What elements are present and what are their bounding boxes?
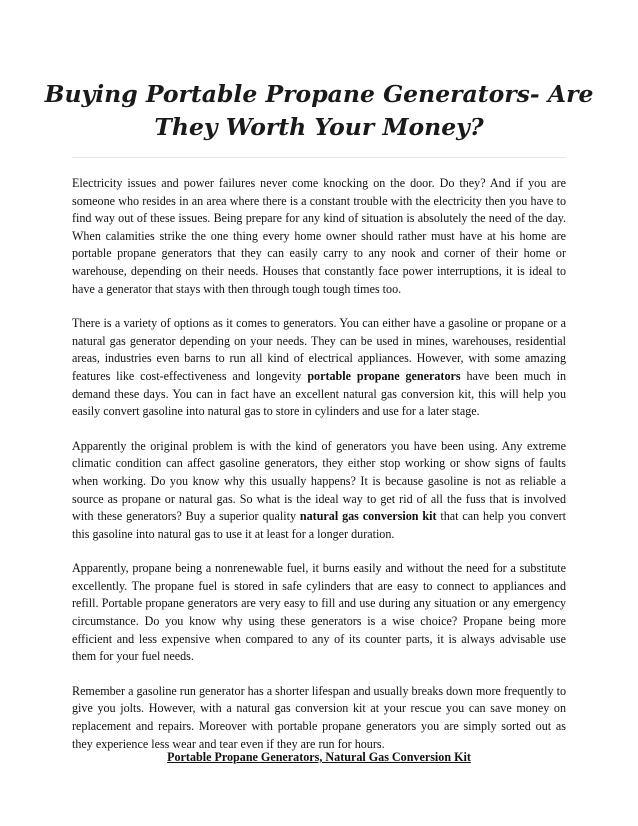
paragraph bbox=[72, 175, 566, 298]
title-divider bbox=[72, 157, 566, 158]
document-body bbox=[72, 175, 566, 770]
bold-keyword-link[interactable]: portable propane generators bbox=[307, 368, 461, 383]
paragraph-text: Apparently the original problem is with the kind of generators you have been using. Any extreme climatic condition can affect gasoline generators, they either stop working or show signs of faults when working. Do you know why this usually happens? It is because gasoline is not as reliable a source as propane or natural gas. So what is the ideal way to get rid of all the fuss that is involved with these generators? Buy a superior quality bbox=[72, 438, 566, 524]
paragraph bbox=[72, 560, 566, 666]
paragraph-text: Remember a gasoline run generator has a shorter lifespan and usually breaks down more frequently to give you jolts. However, with a natural gas conversion kit at your rescue you can save money on replacement and repairs. Moreover with portable propane generators you are simply sorted out as they experience less wear and tear even if they are run for hours. bbox=[72, 683, 567, 751]
footer-links[interactable]: Portable Propane Generators, Natural Gas Conversion Kit bbox=[167, 750, 471, 764]
paragraph bbox=[72, 315, 566, 421]
paragraph-text: have been much in demand these days. You can in fact have an excellent natural gas conversion kit, this will help you easily convert gasoline into natural gas to store in cylinders and use for a later stage. bbox=[72, 368, 567, 419]
paragraph-text: Apparently, propane being a nonrenewable fuel, it burns easily and without the need for a substitute excellently. The propane fuel is stored in safe cylinders that are easy to connect to appliances and refill. Portable propane generators are very easy to fill and use during any situation or any emergency circumstance. Do you know why using these generators is a wise choice? Propane being more efficient and less expensive when compared to any of its counter parts, it is always advisable use them for your fuel needs. bbox=[72, 561, 566, 664]
paragraph-text: Electricity issues and power failures never come knocking on the door. Do they? And if you are someone who resides in an area where there is a constant trouble with the electricity then you have to find way out of these issues. Being prepare for any kind of situation is absolutely the need of the day. When calamities strike the one thing every home owner should rather must have at his home are portable propane generators that they can easily carry to any nook and corner of their home or warehouse, depending on their needs. Houses that constantly face power interruptions, it is ideal to have a generator that stays with then through tough tough times too. bbox=[72, 176, 566, 296]
paragraph bbox=[72, 438, 566, 544]
document-title: Buying Portable Propane Generators- Are They Worth Your Money? bbox=[44, 80, 594, 141]
bold-keyword-link[interactable]: natural gas conversion kit bbox=[299, 509, 437, 524]
paragraph bbox=[72, 683, 566, 753]
paragraph-text: There is a variety of options as it comes to generators. You can either have a gasoline or propane or a natural gas generator depending on your needs. They can be used in mines, warehouses, residential areas, industries even barns to run all kind of electrical appliances. However, with some amazing features like cost-effectiveness and longevity bbox=[72, 316, 566, 383]
paragraph-text: that can help you convert this gasoline into natural gas to use it at least for a longer duration. bbox=[72, 509, 566, 541]
